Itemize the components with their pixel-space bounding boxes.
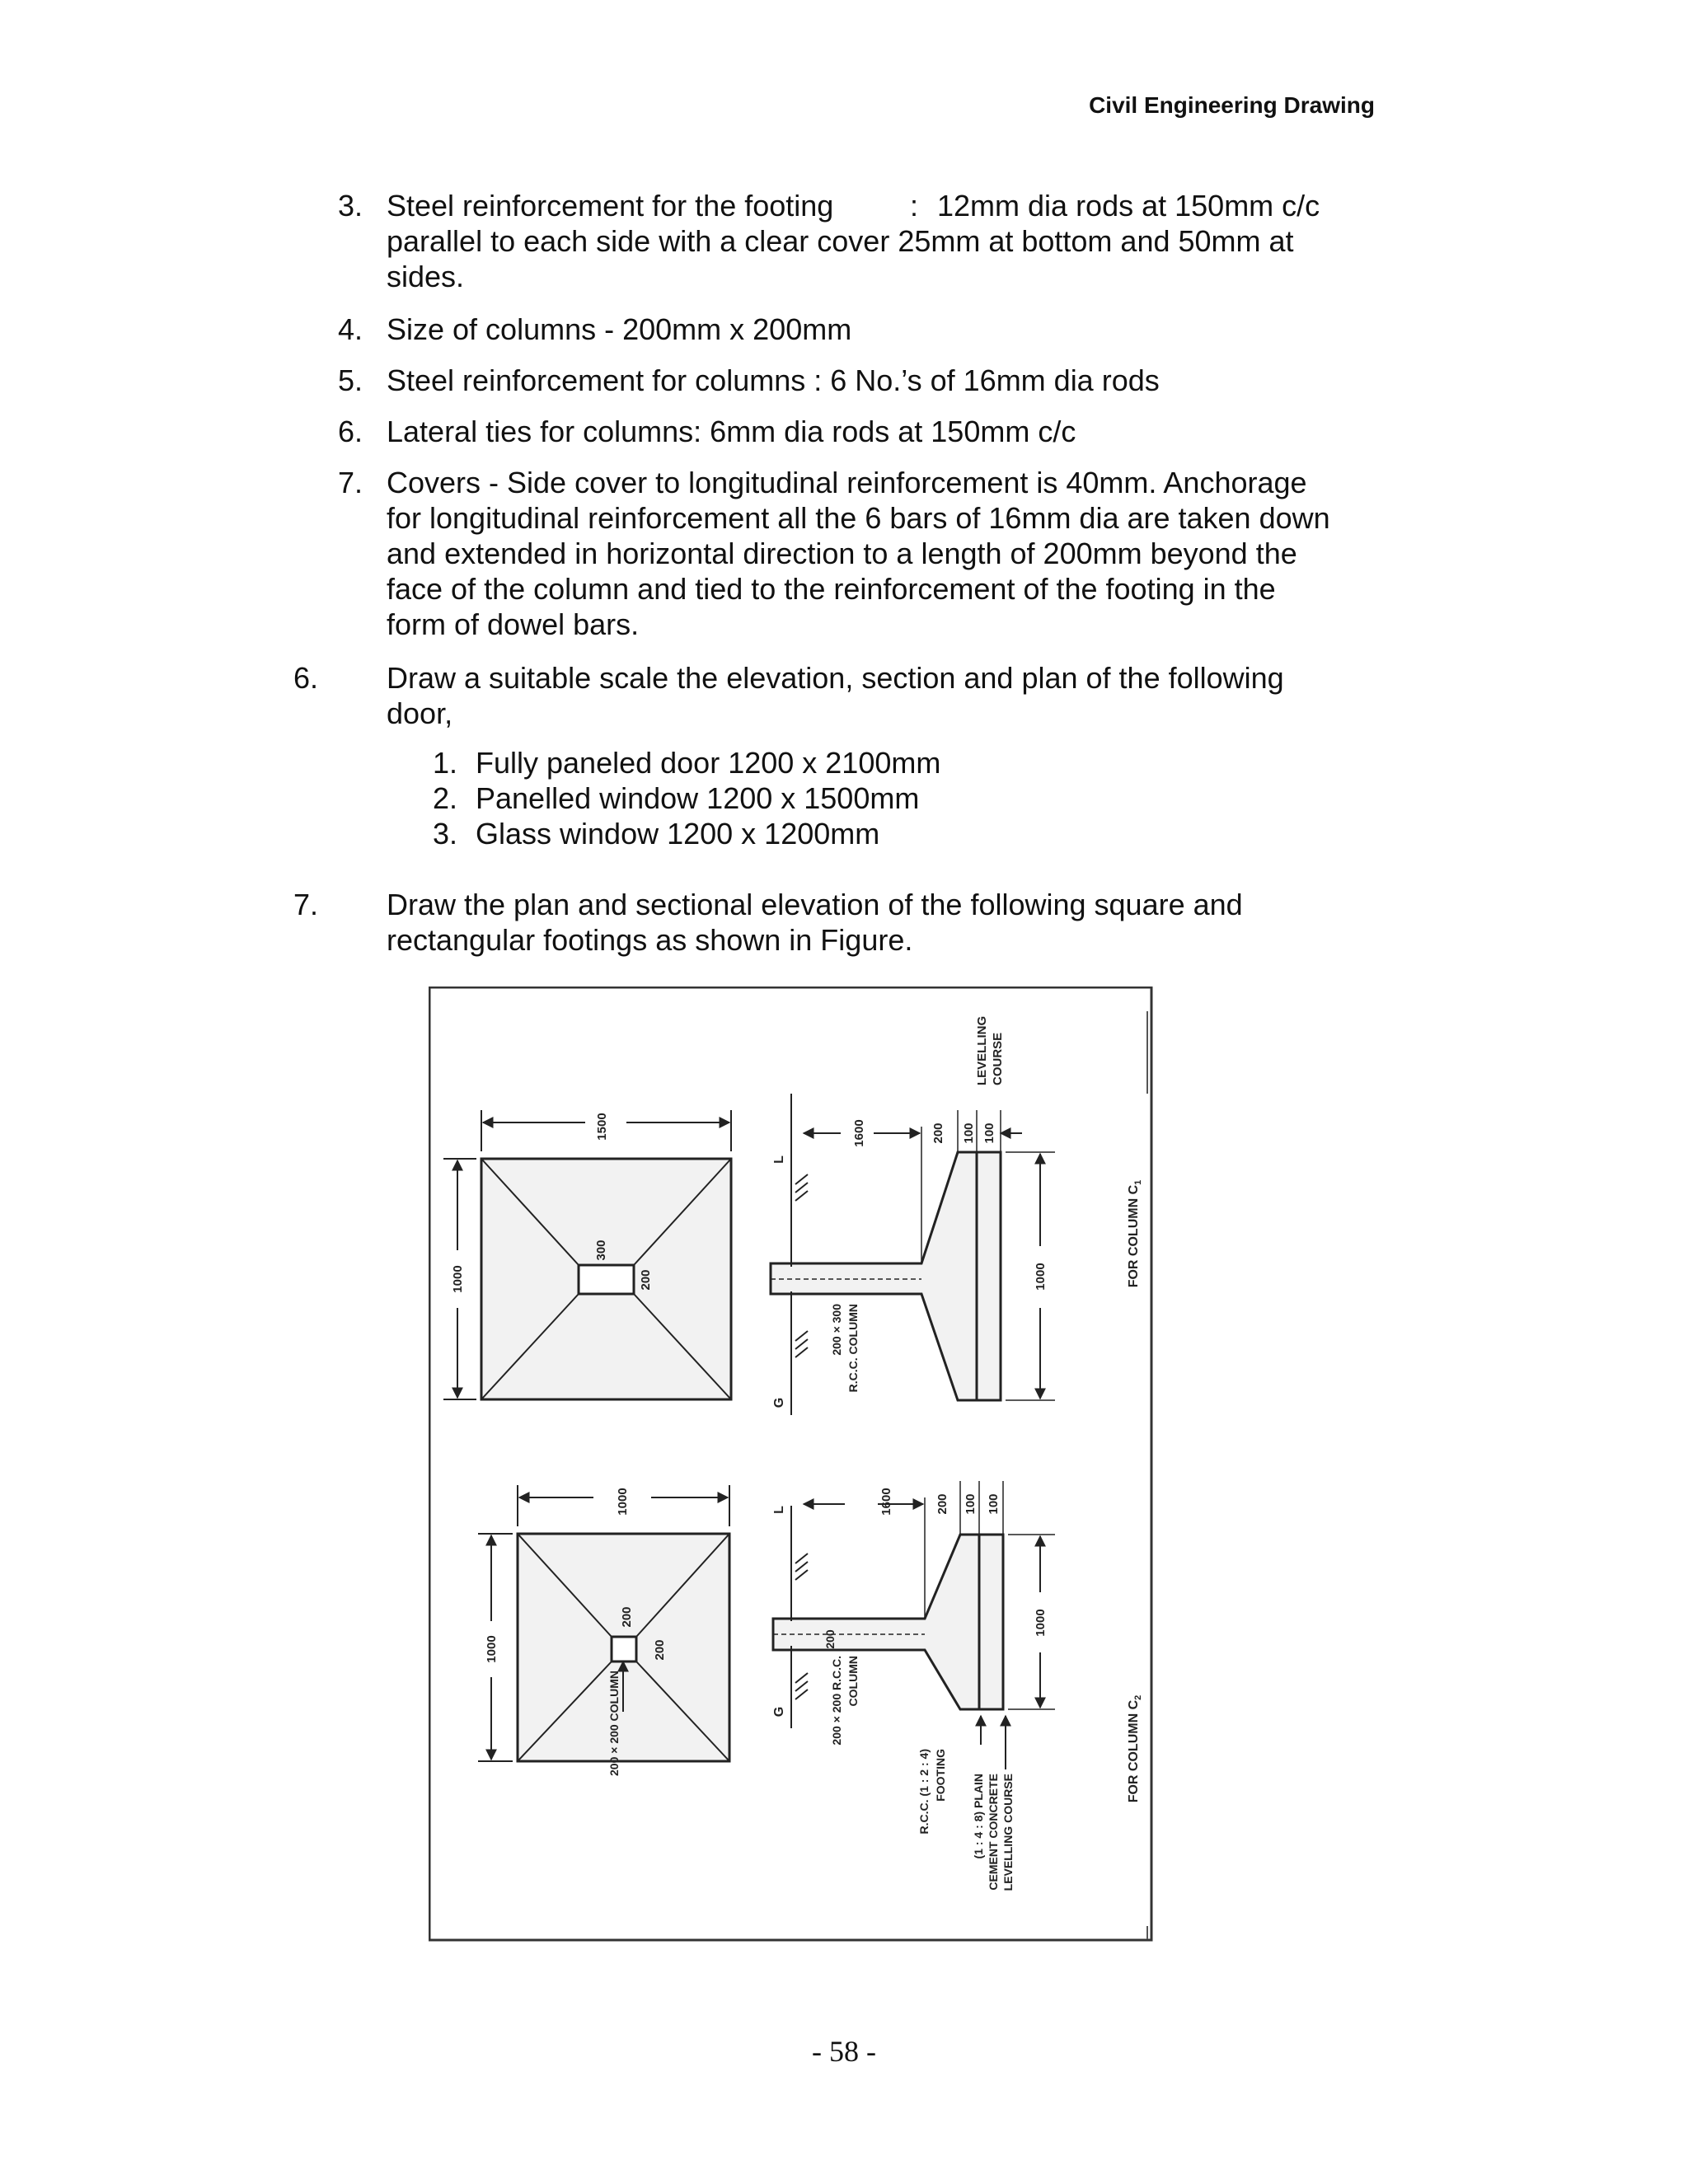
column-outline [612, 1637, 636, 1661]
sub-item-number: 3. [432, 817, 457, 851]
dim-levelling-depth: 100 [982, 1122, 996, 1144]
item-text: Lateral ties for columns: 6mm dia rods at 150mm c/c [387, 415, 1076, 448]
column-type-label: R.C.C. COLUMN [846, 1304, 860, 1393]
sub-item-text: Glass window 1200 x 1200mm [476, 817, 880, 851]
pcc-course-label: LEVELLING COURSE [1001, 1774, 1015, 1891]
course-label: COURSE [991, 1032, 1005, 1085]
item-text: Steel reinforcement for the footing [387, 189, 834, 223]
dim-section-height: 1000 [1034, 1263, 1048, 1291]
item-text: form of dowel bars. [387, 607, 640, 641]
plan-column-label: 200 × 200 COLUMN [607, 1671, 621, 1776]
question-text: Draw the plan and sectional elevation of the following square and [387, 888, 1243, 921]
dim-footing-depth: 100 [964, 1493, 978, 1515]
sub-item-text: Fully paneled door 1200 x 2100mm [476, 746, 941, 780]
item-value: 12mm dia rods at 150mm c/c [937, 189, 1320, 223]
item-text: Size of columns - 200mm x 200mm [387, 312, 852, 346]
column-size-label: 200 × 200 R.C.C. [830, 1656, 843, 1746]
running-header: Civil Engineering Drawing [1089, 92, 1375, 118]
levelling-course [979, 1535, 1003, 1709]
column-outline [579, 1265, 634, 1294]
item-text: and extended in horizontal direction to a length of 200mm beyond the [387, 537, 1297, 570]
dim-column-width: 200 [653, 1639, 667, 1661]
column-type-label: COLUMN [846, 1656, 860, 1707]
dim-slope-depth: 200 [931, 1122, 945, 1144]
question-text: Draw a suitable scale the elevation, section and plan of the following [387, 661, 1284, 695]
mark-g: G [772, 1397, 786, 1408]
side-label-c2: FOR COLUMN $C_2$ [1127, 1694, 1143, 1803]
dim-slope-depth: 200 [935, 1493, 950, 1515]
item-number: 6. [337, 415, 363, 448]
item-text: face of the column and tied to the reinforcement of the footing in the [387, 572, 1276, 606]
levelling-label: LEVELLING [975, 1015, 989, 1085]
column-size-label: 200 × 300 [830, 1304, 843, 1356]
item-text: for longitudinal reinforcement all the 6 bars of 16mm dia are taken down [387, 501, 1330, 535]
sub-item-text: Panelled window 1200 x 1500mm [476, 781, 920, 815]
page-number: - 58 - [812, 2035, 876, 2068]
item-number: 5. [337, 363, 363, 397]
footing-label: FOOTING [934, 1749, 947, 1802]
footing-mix-label: R.C.C. (1 : 2 : 4) [917, 1749, 931, 1835]
dim-section-height: 1000 [1034, 1609, 1048, 1637]
pcc-label: CEMENT CONCRETE [987, 1774, 1000, 1891]
dim-plan-width: 1000 [616, 1488, 630, 1516]
dim-footing-depth: 100 [962, 1122, 976, 1144]
dim-column-depth: 200 [823, 1629, 837, 1649]
dim-plan-height: 1000 [485, 1635, 499, 1663]
dim-section-width: 1600 [852, 1119, 866, 1147]
pcc-mix-label: (1 : 4 : 8) PLAIN [972, 1774, 985, 1859]
dim-column-width: 200 [639, 1269, 653, 1291]
levelling-course [977, 1152, 1001, 1400]
item-text: sides. [387, 260, 465, 293]
item-text: parallel to each side with a clear cover 25mm at bottom and 50mm at [387, 224, 1294, 258]
side-label-c1: FOR COLUMN $C_1$ [1127, 1179, 1143, 1288]
sub-item-number: 2. [432, 781, 457, 815]
dim-column-length: 300 [594, 1240, 608, 1261]
mark-l: L [772, 1506, 786, 1514]
item-separator: : [910, 189, 919, 223]
mark-g: G [772, 1706, 786, 1718]
question-text: door, [387, 696, 453, 730]
item-text: Steel reinforcement for columns : 6 No.’s of 16mm dia rods [387, 363, 1160, 397]
mark-l: L [772, 1155, 786, 1164]
dim-column-length: 200 [620, 1606, 634, 1628]
dim-plan-width: 1500 [595, 1113, 609, 1141]
dim-levelling-depth: 100 [987, 1493, 1001, 1515]
footing-drawing-figure [429, 987, 1154, 1943]
question-text: rectangular footings as shown in Figure. [387, 923, 913, 957]
question-number: 6. [293, 661, 319, 695]
sub-item-number: 1. [432, 746, 457, 780]
item-number: 4. [337, 312, 363, 346]
question-number: 7. [293, 888, 319, 921]
item-number: 3. [337, 189, 363, 223]
dim-section-width: 1600 [879, 1488, 893, 1516]
dim-plan-height: 1000 [451, 1265, 465, 1293]
item-text: Covers - Side cover to longitudinal reinforcement is 40mm. Anchorage [387, 466, 1307, 499]
item-number: 7. [337, 466, 363, 499]
